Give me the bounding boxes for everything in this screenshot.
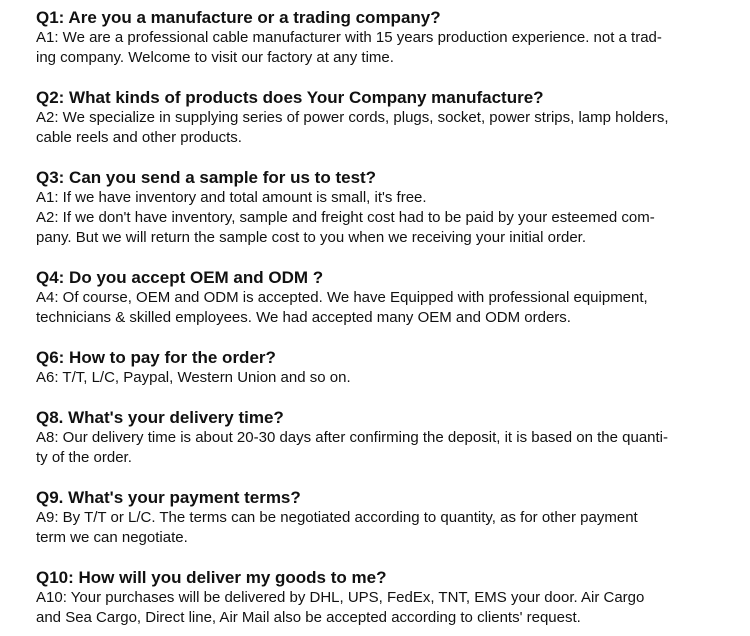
faq-item-q1 [36, 8, 736, 68]
faq-item-q3 [36, 168, 736, 248]
faq-question: Q2: What kinds of products does Your Company manufacture? [36, 88, 544, 107]
faq-answer-line: ty of the order. [36, 449, 132, 466]
faq-answer-line: technicians & skilled employees. We had accepted many OEM and ODM orders. [36, 309, 571, 326]
faq-question: Q1: Are you a manufacture or a trading company? [36, 8, 441, 27]
faq-answer-line: A10: Your purchases will be delivered by DHL, UPS, FedEx, TNT, EMS your door. Air Cargo [36, 589, 645, 606]
faq-answer-line: A6: T/T, L/C, Paypal, Western Union and so on. [36, 369, 351, 386]
faq-answer-line: term we can negotiate. [36, 529, 188, 546]
faq-answer-line: A1: We are a professional cable manufacturer with 15 years production experience. not a trad- [36, 29, 662, 46]
faq-item-q8 [36, 408, 736, 468]
faq-answer-line: A4: Of course, OEM and ODM is accepted. We have Equipped with professional equipment, [36, 289, 648, 306]
faq-answer-line: A1: If we have inventory and total amount is small, it's free. [36, 189, 427, 206]
faq-item-q9 [36, 488, 736, 548]
faq-answer-line: A8: Our delivery time is about 20-30 days after confirming the deposit, it is based on the quanti- [36, 429, 669, 446]
faq-question: Q10: How will you deliver my goods to me? [36, 568, 387, 587]
faq-question: Q3: Can you send a sample for us to test? [36, 168, 377, 187]
faq-list [36, 8, 736, 628]
faq-answer-line: pany. But we will return the sample cost to you when we receiving your initial order. [36, 229, 586, 246]
faq-answer-line: A2: We specialize in supplying series of power cords, plugs, socket, power strips, lamp holders, [36, 109, 669, 126]
faq-item-q4 [36, 268, 736, 328]
faq-question: Q4: Do you accept OEM and ODM ? [36, 268, 324, 287]
faq-question: Q6: How to pay for the order? [36, 348, 276, 367]
faq-answer-line: A2: If we don't have inventory, sample and freight cost had to be paid by your esteemed com- [36, 209, 655, 226]
faq-answer-line: A9: By T/T or L/C. The terms can be negotiated according to quantity, as for other payment [36, 509, 638, 526]
faq-answer-line: ing company. Welcome to visit our factory at any time. [36, 49, 394, 66]
faq-item-q10 [36, 568, 736, 628]
faq-item-q2 [36, 88, 736, 148]
faq-answer-line: cable reels and other products. [36, 129, 242, 146]
faq-question: Q9. What's your payment terms? [36, 488, 301, 507]
faq-item-q6 [36, 348, 736, 388]
faq-answer-line: and Sea Cargo, Direct line, Air Mail also be accepted according to clients' request. [36, 609, 581, 626]
faq-question: Q8. What's your delivery time? [36, 408, 284, 427]
